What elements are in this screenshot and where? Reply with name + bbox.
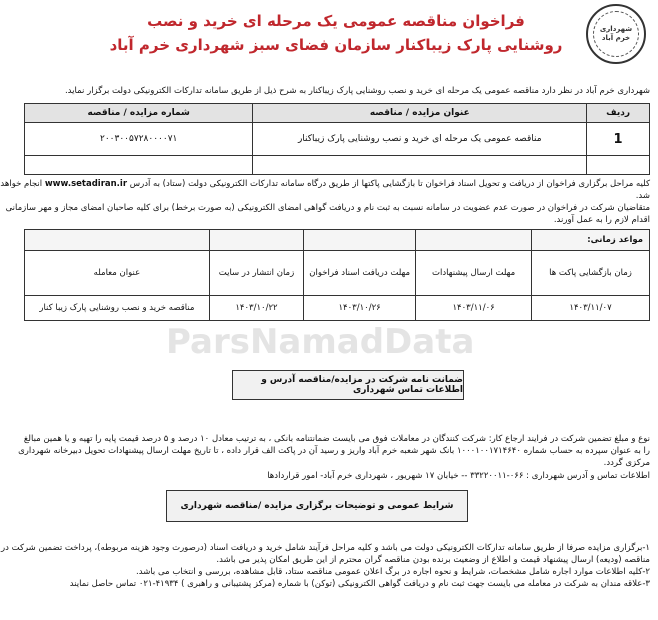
- schedule-labels-row: [25, 251, 650, 296]
- row-tender-number: ۲۰۰۳۰۰۵۷۲۸۰۰۰۰۷۱: [25, 123, 253, 156]
- notice-registration-line2: اقدام لازم را به عمل آورند.: [553, 215, 650, 225]
- guarantee-line-2: را به عنوان سپرده به حساب شماره ۱۰۰۰۱۰۰۱۷۱۴۶۴۰ بانک شهر شعبه خرم آباد واریز و رسید آن در پاکت الف قرار داده ، تا تاریخ مهلت ارسال پیشنهادات تحویل دبیرخانه شهرداری: [18, 446, 650, 456]
- notice-registration-line1: متقاضیان شرکت در فراخوان در صورت عدم عضویت در سامانه نسبت به ثبت نام و دریافت گواهی امضای الکترونیکی (به صورت برخط) برای کلیه صاحبان امضای مجاز و مهر سازمانی: [5, 203, 650, 213]
- col-docs: مهلت دریافت اسناد فراخوان: [304, 251, 416, 296]
- table-row: [25, 296, 650, 321]
- col-row: ردیف: [587, 104, 650, 123]
- col-number: شماره مزایده / مناقصه: [25, 104, 253, 123]
- watermark-text: ParsNamadData: [166, 322, 475, 362]
- col-submission: مهلت ارسال پیشنهادات: [416, 251, 532, 296]
- col-opening: زمان بازگشایی پاکت ها: [532, 251, 650, 296]
- guarantee-line-3: مرکزی گردد.: [603, 458, 650, 468]
- notice-setad-line2: شد.: [635, 191, 650, 201]
- schedule-table: [24, 229, 650, 321]
- row-number: 1: [587, 123, 650, 156]
- notice-setad-part1: کلیه مراحل برگزاری فراخوان از دریافت و تحویل اسناد فراخوان تا بازگشایی پاکتها از طریق درگاه سامانه تدارکات الکترونیکی دولت (ستاد) به آدرس: [129, 179, 650, 189]
- tender-table: [24, 103, 650, 175]
- condition-line-3: ۲-کلیه اطلاعات موارد اجاره شامل مشخصات، شرایط و نحوه اجاره در برگ اعلان عمومی مناقصه ستاد، قابل مشاهده، بررسی و انتخاب می باشد.: [136, 567, 650, 577]
- table-row: [25, 123, 650, 156]
- notice-setad-part2: انجام خواهد: [0, 179, 43, 189]
- tender-table-header: [25, 104, 650, 123]
- logo-emblem-icon: [593, 11, 639, 57]
- val-submission: ۱۴۰۳/۱۱/۰۶: [416, 296, 532, 321]
- notice-title-line1: فراخوان مناقصه عمومی یک مرحله ای خرید و نصب: [147, 12, 525, 30]
- guarantee-line-1: نوع و مبلغ تضمین شرکت در فرایند ارجاع کار: شرکت کنندگان در معاملات فوق می بایست ضمانتنامه بانکی ، به ترتیب معادل ۱۰ درصد و ۵ درصد قیمت پایه را تهیه و یا همین مبالغ: [23, 434, 650, 444]
- col-subject: عنوان معامله: [25, 251, 210, 296]
- notice-setad: [0, 178, 650, 190]
- val-opening: ۱۴۰۳/۱۱/۰۷: [532, 296, 650, 321]
- condition-line-2: مناقصه (ودیعه) ارسال پیشنهاد قیمت و اطلاع از وضعیت برنده بودن مناقصه گران محترم از این طریق امکان پذیر می باشد.: [216, 555, 650, 565]
- table-row-empty: [25, 156, 650, 175]
- val-docs: ۱۴۰۳/۱۰/۲۶: [304, 296, 416, 321]
- setad-website-link[interactable]: www.setadiran.ir: [44, 179, 128, 189]
- conditions-section-header: [166, 490, 468, 522]
- municipality-logo: [586, 4, 646, 64]
- conditions-section-title: شرایط عمومی و توضیحات برگزاری مزایده /مناقصه شهرداری: [180, 501, 454, 511]
- intro-text: شهرداری خرم آباد در نظر دارد مناقصه عمومی یک مرحله ای خرید و نصب روشنایی پارک زیباکنار به شرح ذیل از طریق سامانه تدارکات الکترونیکی دولت برگزار نماید.: [64, 86, 650, 96]
- col-title: عنوان مزایده / مناقصه: [253, 104, 587, 123]
- col-publish: زمان انتشار در سایت: [209, 251, 303, 296]
- contact-info-line: اطلاعات تماس و آدرس شهرداری : ۰۶۶-۳۳۲۲۰۰۱۱ -- خیابان ۱۷ شهریور ، شهرداری خرم آباد- امور قراردادها: [267, 471, 650, 481]
- row-title: مناقصه عمومی یک مرحله ای خرید و نصب روشنایی پارک زیباکنار: [253, 123, 587, 156]
- guarantee-section-title: ضمانت نامه شرکت در مزایده/مناقصه آدرس و اطلاعات تماس شهرداری: [261, 375, 463, 395]
- notice-title-line2: روشنایی پارک زیباکنار سازمان فضای سبز شهرداری خرم آباد: [109, 36, 563, 54]
- guarantee-section-header: [232, 370, 464, 400]
- val-subject: مناقصه خرید و نصب روشنایی پارک زیبا کنار: [25, 296, 210, 321]
- val-publish: ۱۴۰۳/۱۰/۲۲: [209, 296, 303, 321]
- schedule-heading: مواعد زمانی:: [532, 230, 650, 251]
- condition-line-4: ۳-علاقه مندان به شرکت در معامله می بایست جهت ثبت نام و دریافت گواهی الکترونیکی (توکن) با شماره (مرکز پشتیبانی و راهبری ) ۴۱۹۳۴-۰۲۱ تماس حاصل نمایند: [69, 579, 650, 589]
- schedule-heading-row: [25, 230, 650, 251]
- logo-label: شهرداری خرم آباد: [599, 25, 633, 42]
- condition-line-1: ۱-برگزاری مزایده صرفا از طریق سامانه تدارکات الکترونیکی دولت می باشد و کلیه مراحل فرآیند شامل خرید و دریافت اسناد (درصورت وجود هزینه مربوطه)، پرداخت تضمین شرکت در: [1, 543, 650, 553]
